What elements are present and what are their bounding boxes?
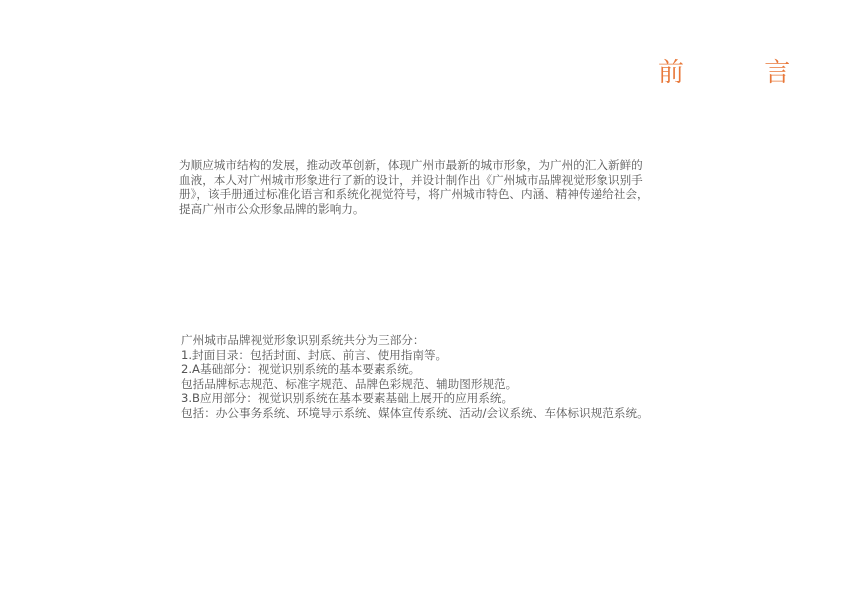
intro-line: 血液，本人对广州城市形象进行了新的设计，并设计制作出《广州城市品牌视觉形象识别手 <box>179 172 643 187</box>
intro-paragraph <box>179 158 679 216</box>
structure-item: 3.B应用部分：视觉识别系统在基本要素基础上展开的应用系统。 <box>181 391 514 406</box>
structure-item: 1.封面目录：包括封面、封底、前言、使用指南等。 <box>181 347 448 362</box>
structure-item: 包括：办公事务系统、环境导示系统、媒体宣传系统、活动/会议系统、车体标识规范系统。 <box>181 405 649 420</box>
structure-item: 包括品牌标志规范、标准字规范、品牌色彩规范、辅助图形规范。 <box>181 376 518 391</box>
intro-line: 册》，该手册通过标准化语言和系统化视觉符号，将广州城市特色、内涵、精神传递给社会， <box>179 187 649 202</box>
page-title: 前 言 <box>658 58 827 88</box>
structure-heading: 广州城市品牌视觉形象识别系统共分为三部分： <box>181 333 425 347</box>
structure-item: 2.A基础部分：视觉识别系统的基本要素系统。 <box>181 362 421 377</box>
structure-section <box>181 333 681 421</box>
intro-line: 提高广州市公众形象品牌的影响力。 <box>179 201 365 216</box>
intro-line: 为顺应城市结构的发展，推动改革创新，体现广州市最新的城市形象，为广州的汇入新鲜的 <box>179 158 643 172</box>
